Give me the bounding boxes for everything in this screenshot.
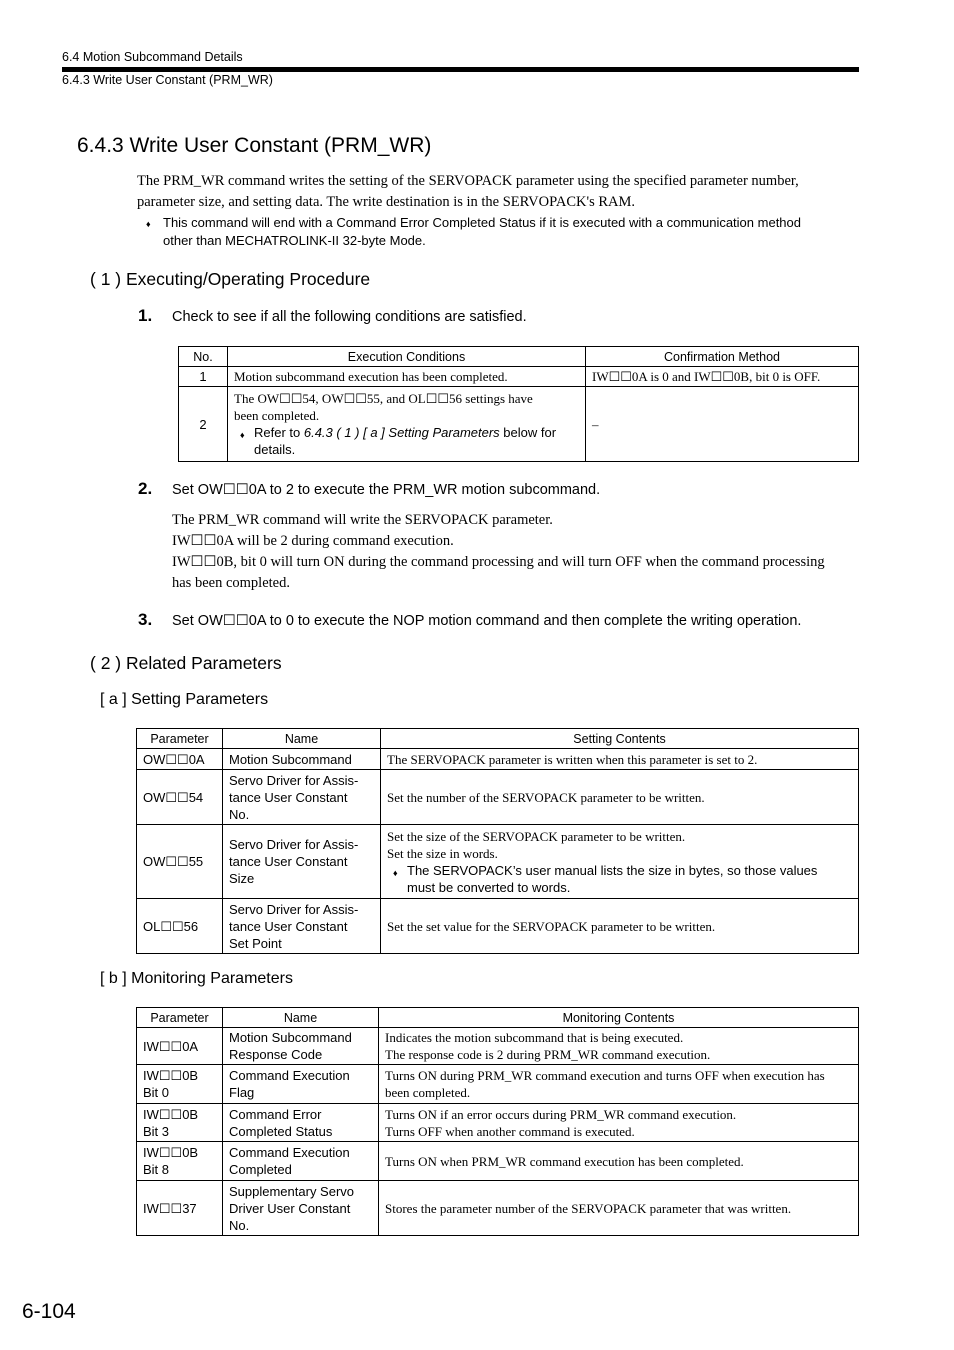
col-header-contents: Monitoring Contents	[379, 1008, 859, 1028]
col-header-parameter: Parameter	[137, 1008, 223, 1028]
col-header-no: No.	[179, 347, 228, 367]
name-line-1: Servo Driver for Assis-	[229, 901, 359, 917]
page-number: 6-104	[22, 1300, 76, 1323]
table-row	[137, 1181, 859, 1236]
contents-line-2: Turns OFF when another command is executed.	[385, 1123, 635, 1139]
bullet-icon: ♦	[146, 219, 151, 229]
cell-condition: Motion subcommand execution has been completed.	[228, 367, 586, 387]
condition-line-1: The OW☐☐54, OW☐☐55, and OL☐☐56 settings have	[234, 391, 533, 406]
header-rule	[62, 67, 859, 72]
col-header-parameter: Parameter	[137, 729, 223, 749]
step-3-text: Set OW☐☐0A to 0 to execute the NOP motion command and then complete the writing operation.	[172, 613, 802, 629]
table-row	[137, 825, 859, 899]
name-line-3: Set Point	[229, 935, 282, 951]
cell-parameter: OW☐☐55	[137, 825, 223, 899]
cell-parameter	[137, 1142, 223, 1181]
name-line-2: Flag	[229, 1085, 255, 1100]
cell-method: IW☐☐0A is 0 and IW☐☐0B, bit 0 is OFF.	[586, 367, 859, 387]
cell-name	[223, 899, 381, 954]
cell-contents	[379, 1028, 859, 1065]
name-line-1: Motion Subcommand	[229, 1030, 352, 1045]
step-2-number: 2.	[138, 479, 153, 498]
condition-line-2: been completed.	[234, 408, 320, 423]
bullet-icon: ♦	[240, 430, 245, 440]
cell-contents	[381, 825, 859, 899]
cell-contents	[379, 1104, 859, 1142]
contents-note	[387, 862, 852, 896]
table-row	[179, 367, 859, 387]
name-line-3: Size	[229, 871, 255, 886]
name-line-2: tance User Constant	[229, 918, 348, 934]
name-line-1: Servo Driver for Assis-	[229, 772, 359, 788]
name-line-1: Command Execution	[229, 1068, 350, 1083]
bullet-icon: ♦	[393, 867, 398, 878]
cell-parameter	[137, 1065, 223, 1104]
note-line-1: The SERVOPACK’s user manual lists the size in bytes, so those values	[407, 862, 818, 878]
table-row	[137, 1142, 859, 1181]
step-2-detail-2: IW☐☐0A will be 2 during command execution.	[172, 533, 454, 549]
contents-line-2: Set the size in words.	[387, 845, 498, 861]
cell-contents: Set the number of the SERVOPACK parameter to be written.	[381, 770, 859, 825]
subsection-b-heading: [ b ] Monitoring Parameters	[100, 970, 293, 987]
name-line-2: tance User Constant	[229, 854, 348, 869]
cell-name	[223, 1065, 379, 1104]
intro-line-1: The PRM_WR command writes the setting of the SERVOPACK parameter using the specified parameter number,	[137, 173, 799, 189]
intro-note-line-2: other than MECHATROLINK-II 32-byte Mode.	[163, 233, 426, 248]
table-row	[137, 770, 859, 825]
cell-parameter: OL☐☐56	[137, 899, 223, 954]
name-line-1: Command Execution	[229, 1145, 350, 1160]
name-line-2: Response Code	[229, 1047, 323, 1062]
cell-contents: Stores the parameter number of the SERVOPACK parameter that was written.	[379, 1181, 859, 1236]
step-2-detail-4: has been completed.	[172, 575, 290, 591]
cell-name	[223, 1028, 379, 1065]
contents-line-1: Set the size of the SERVOPACK parameter to be written.	[387, 828, 686, 844]
col-header-method: Confirmation Method	[586, 347, 859, 367]
intro-note	[163, 214, 853, 250]
running-header-section: 6.4 Motion Subcommand Details	[62, 50, 243, 64]
ref-line-2: details.	[254, 442, 296, 457]
cell-no: 2	[179, 387, 228, 462]
running-header-subsection: 6.4.3 Write User Constant (PRM_WR)	[62, 73, 273, 87]
cell-name	[223, 825, 381, 899]
cell-condition	[228, 387, 586, 462]
name-line-1: Supplementary Servo	[229, 1183, 355, 1199]
contents-line-2: The response code is 2 during PRM_WR command execution.	[385, 1047, 711, 1062]
cell-parameter: IW☐☐0A	[137, 1028, 223, 1065]
table-row	[137, 1104, 859, 1142]
cell-name: Motion Subcommand	[223, 749, 381, 770]
name-line-1: Command Error	[229, 1106, 322, 1122]
cell-parameter: OW☐☐54	[137, 770, 223, 825]
cell-no: 1	[179, 367, 228, 387]
step-2-details	[172, 510, 862, 594]
table-row	[137, 899, 859, 954]
monitoring-parameters-table	[136, 1007, 859, 1236]
intro-paragraph	[137, 171, 857, 213]
reference-note	[234, 424, 579, 458]
name-line-2: tance User Constant	[229, 789, 348, 805]
name-line-3: No.	[229, 1217, 250, 1233]
contents-line-2: been completed.	[385, 1085, 471, 1100]
ref-link-text: 6.4.3 ( 1 ) [ a ] Setting Parameters	[303, 425, 500, 440]
section-1-heading: ( 1 ) Executing/Operating Procedure	[90, 269, 371, 289]
contents-line-1: Turns ON during PRM_WR command execution and turns OFF when execution has	[385, 1068, 825, 1083]
contents-line-1: Turns ON if an error occurs during PRM_WR command execution.	[385, 1106, 737, 1122]
note-line-2: must be converted to words.	[407, 879, 571, 895]
col-header-conditions: Execution Conditions	[228, 347, 586, 367]
section-2-heading: ( 2 ) Related Parameters	[90, 653, 282, 673]
step-2-detail-3: IW☐☐0B, bit 0 will turn ON during the command processing and will turn OFF when the command processing	[172, 554, 825, 570]
cell-name	[223, 770, 381, 825]
step-1-number: 1.	[138, 306, 153, 325]
col-header-name: Name	[223, 729, 381, 749]
table-row	[137, 749, 859, 770]
table-row	[137, 1028, 859, 1065]
contents-line-1: Indicates the motion subcommand that is being executed.	[385, 1030, 684, 1045]
execution-conditions-table	[178, 346, 859, 462]
name-line-2: Driver User Constant	[229, 1200, 351, 1216]
ref-suffix: below for	[499, 425, 557, 440]
setting-parameters-table	[136, 728, 859, 954]
step-3-number: 3.	[138, 610, 153, 629]
ref-prefix: Refer to	[254, 425, 304, 440]
cell-name	[223, 1181, 379, 1236]
table-row	[137, 1065, 859, 1104]
param-line-2: Bit 0	[143, 1085, 170, 1100]
table-row	[179, 387, 859, 462]
param-line-2: Bit 3	[143, 1123, 170, 1139]
cell-name	[223, 1104, 379, 1142]
param-line-1: IW☐☐0B	[143, 1068, 199, 1083]
cell-parameter	[137, 1104, 223, 1142]
name-line-3: No.	[229, 806, 250, 822]
col-header-name: Name	[223, 1008, 379, 1028]
cell-method: –	[586, 387, 859, 462]
intro-line-2: parameter size, and setting data. The write destination is in the SERVOPACK's RAM.	[137, 194, 636, 210]
cell-contents: Set the set value for the SERVOPACK parameter to be written.	[381, 899, 859, 954]
intro-note-line-1: This command will end with a Command Error Completed Status if it is executed with a communication method	[163, 215, 801, 230]
cell-parameter: IW☐☐37	[137, 1181, 223, 1236]
col-header-contents: Setting Contents	[381, 729, 859, 749]
param-line-1: IW☐☐0B	[143, 1106, 199, 1122]
step-2-detail-1: The PRM_WR command will write the SERVOPACK parameter.	[172, 512, 553, 528]
cell-name	[223, 1142, 379, 1181]
param-line-1: IW☐☐0B	[143, 1145, 199, 1160]
cell-contents	[379, 1065, 859, 1104]
step-1-text: Check to see if all the following conditions are satisfied.	[172, 309, 527, 325]
cell-parameter: OW☐☐0A	[137, 749, 223, 770]
subsection-a-heading: [ a ] Setting Parameters	[100, 691, 269, 708]
cell-contents: Turns ON when PRM_WR command execution has been completed.	[379, 1142, 859, 1181]
page-title: 6.4.3 Write User Constant (PRM_WR)	[77, 134, 432, 157]
name-line-2: Completed	[229, 1162, 292, 1177]
step-2-text: Set OW☐☐0A to 2 to execute the PRM_WR motion subcommand.	[172, 482, 601, 498]
name-line-2: Completed Status	[229, 1123, 333, 1139]
param-line-2: Bit 8	[143, 1162, 170, 1177]
cell-contents: The SERVOPACK parameter is written when this parameter is set to 2.	[381, 749, 859, 770]
name-line-1: Servo Driver for Assis-	[229, 837, 359, 852]
